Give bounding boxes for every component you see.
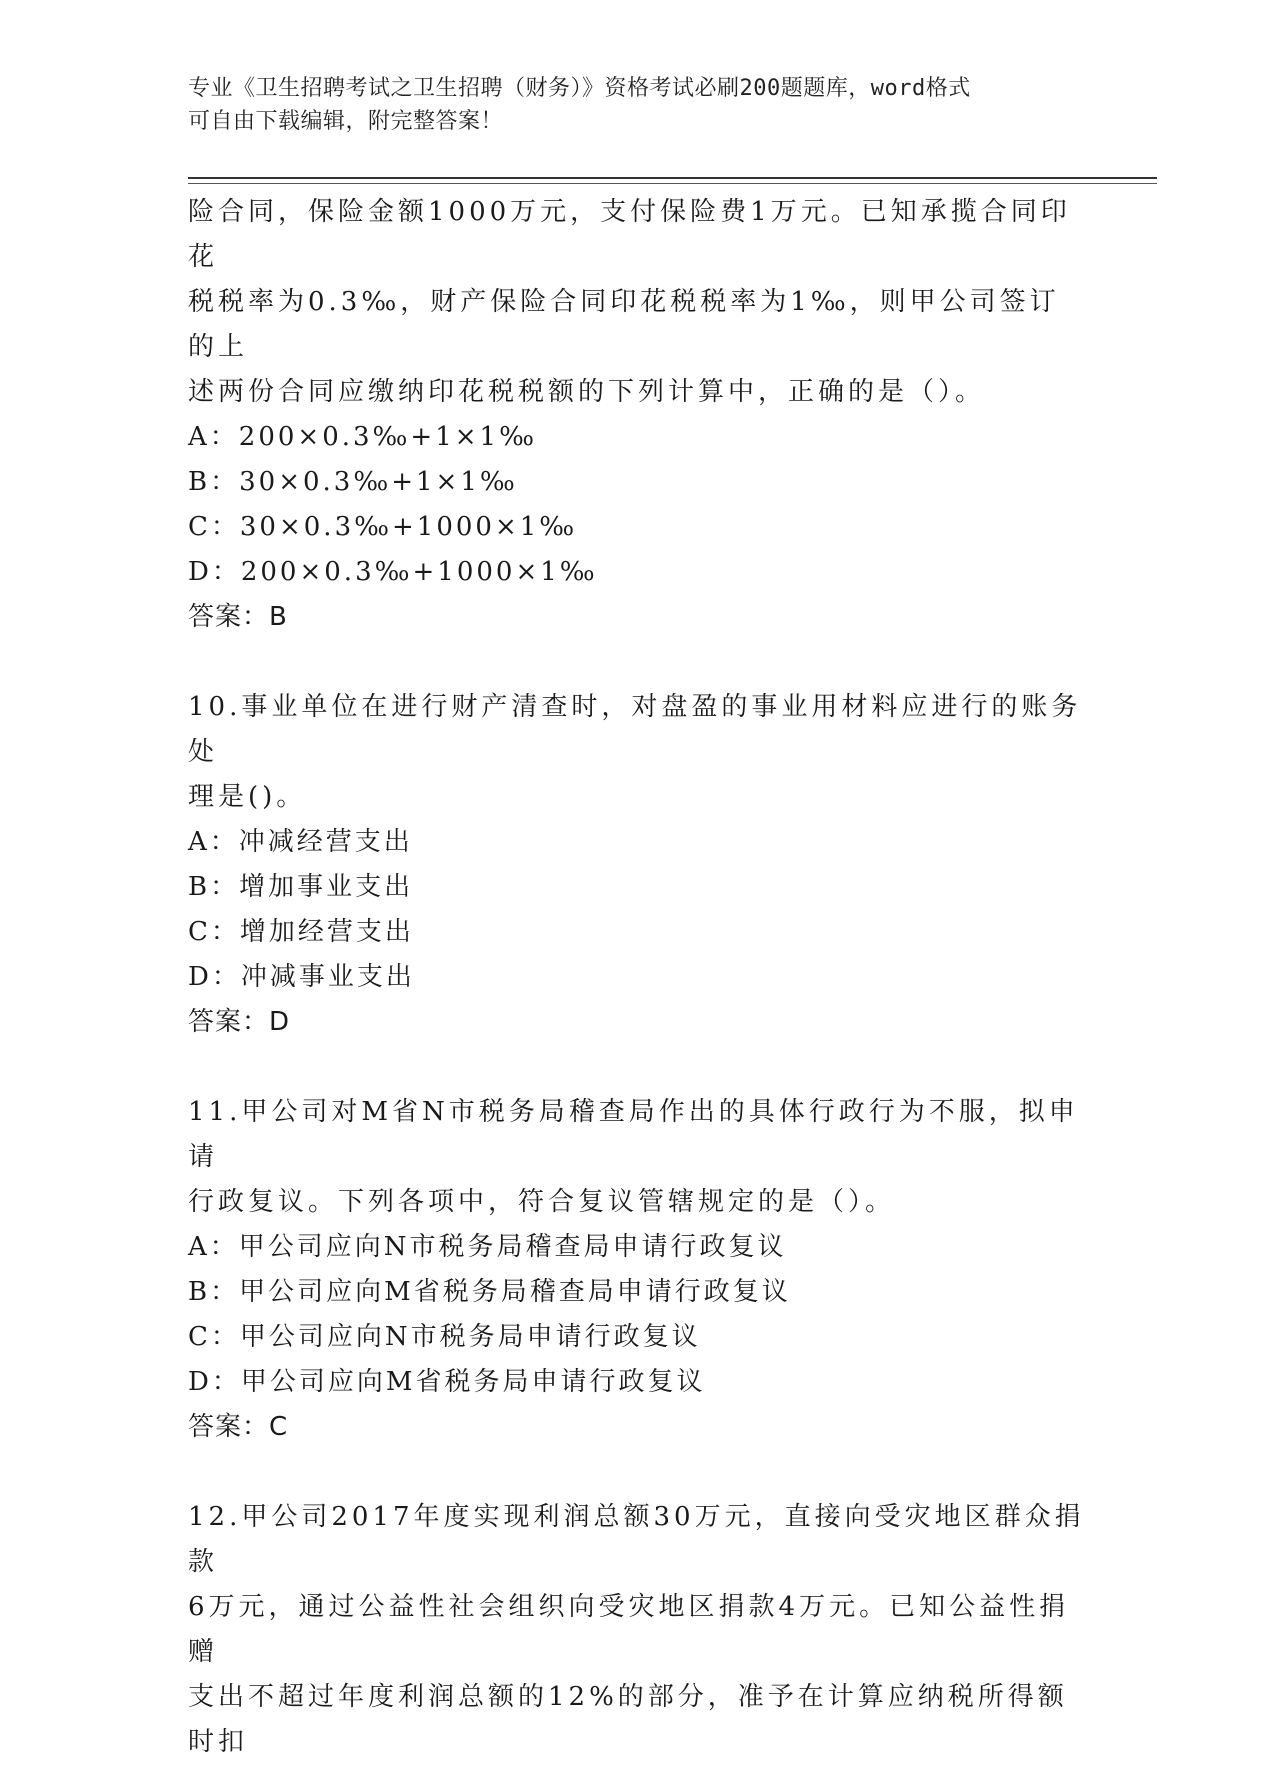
header-line-1: 专业《卫生招聘考试之卫生招聘（财务）》资格考试必刷200题题库，word格式 [188,76,971,101]
option-b: B：甲公司应向M省税务局稽查局申请行政复议 [188,1277,791,1307]
question-text-line: 理是()。 [188,782,307,812]
page-header [188,72,1068,138]
question-12 [188,1495,1088,1765]
question-text-line: 险合同，保险金额1000万元，支付保险费1万元。已知承揽合同印花 [188,197,1071,272]
option-d: D：甲公司应向M省税务局申请行政复议 [188,1367,706,1397]
question-text-line: 行政复议。下列各项中，符合复议管辖规定的是（）。 [188,1187,896,1217]
document-body [188,190,1088,1765]
option-a: A：冲减经营支出 [188,827,413,857]
spacer [188,1045,1088,1090]
option-b: B：增加事业支出 [188,872,414,902]
header-divider-thick [188,177,1157,179]
option-b: B：30×0.3‰+1×1‰ [188,467,518,497]
option-c: C：增加经营支出 [188,917,414,947]
option-a: A：甲公司应向N市税务局稽查局申请行政复议 [188,1232,787,1262]
question-text-line: 税税率为0.3‰，财产保险合同印花税税率为1‰，则甲公司签订的上 [188,287,1060,362]
option-a: A：200×0.3‰+1×1‰ [188,422,537,452]
answer-line: 答案：B [188,602,288,632]
spacer [188,1450,1088,1495]
question-text-line: 述两份合同应缴纳印花税税额的下列计算中，正确的是（）。 [188,377,986,407]
option-c: C：甲公司应向N市税务局申请行政复议 [188,1322,701,1352]
option-c: C：30×0.3‰+1000×1‰ [188,512,578,542]
question-text-line: 11.甲公司对M省N市税务局稽查局作出的具体行政行为不服，拟申请 [188,1097,1079,1172]
question-10 [188,685,1088,1045]
question-text-line: 6万元，通过公益性社会组织向受灾地区捐款4万元。已知公益性捐赠 [188,1592,1070,1667]
header-line-2: 可自由下载编辑，附完整答案！ [188,109,504,134]
question-text-line: 12.甲公司2017年度实现利润总额30万元，直接向受灾地区群众捐款 [188,1502,1085,1577]
spacer [188,640,1088,685]
question-9 [188,190,1088,640]
question-11 [188,1090,1088,1450]
header-divider-thin [188,183,1157,184]
option-d: D：200×0.3‰+1000×1‰ [188,557,598,587]
question-text-line: 10.事业单位在进行财产清查时，对盘盈的事业用材料应进行的账务处 [188,692,1082,767]
question-text-line: 支出不超过年度利润总额的12%的部分，准予在计算应纳税所得额时扣 [188,1682,1068,1757]
option-d: D：冲减事业支出 [188,962,415,992]
answer-line: 答案：C [188,1412,289,1442]
answer-line: 答案：D [188,1007,291,1037]
